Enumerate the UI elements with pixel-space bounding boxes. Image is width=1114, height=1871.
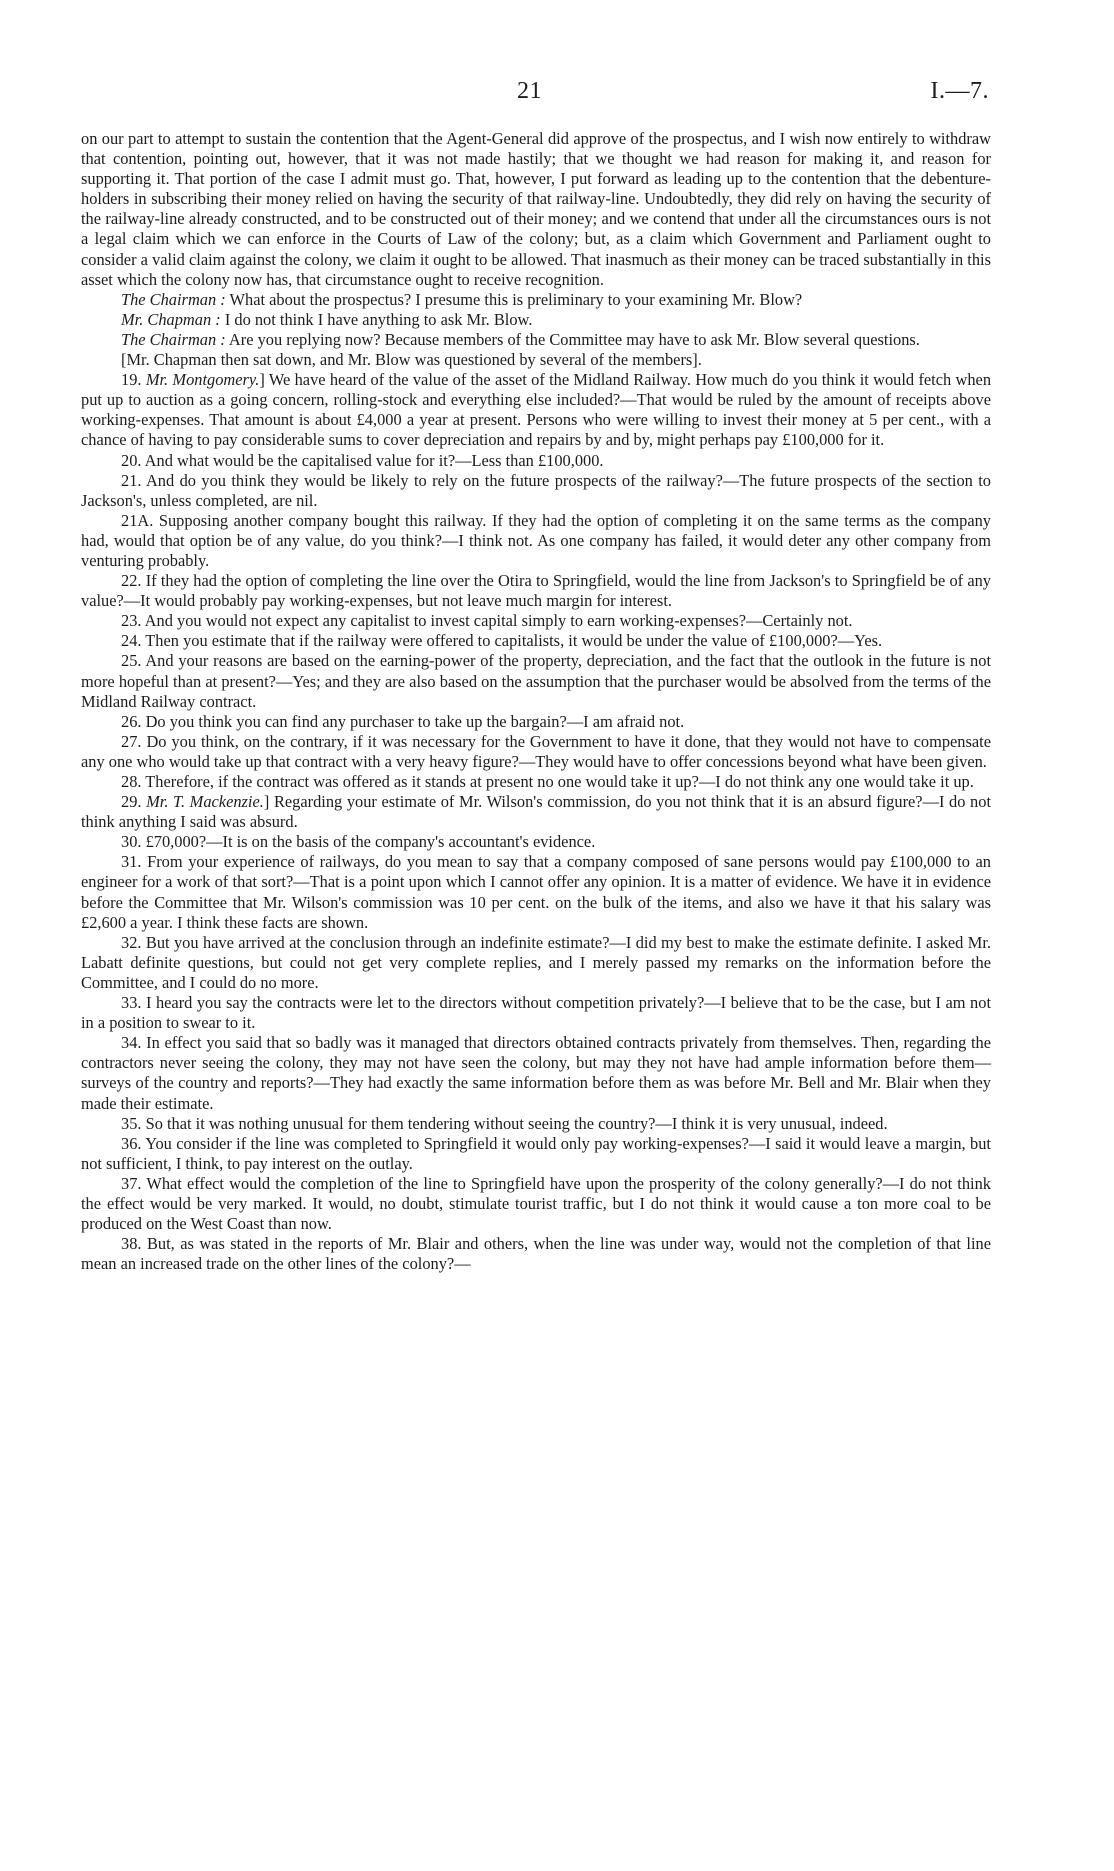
paragraph — [81, 1033, 991, 1113]
paragraph-text: Are you replying now? Because members of the Committee may have to ask Mr. Blow several questions. — [225, 329, 920, 349]
paragraph-text: 25. And your reasons are based on the earning-power of the property, depreciation, and the fact that the outlook in the future is not more hopeful than at present?—Yes; and they are also based on the assumption that the purchaser would be absolved from the terms of the Midland Railway contract. — [81, 651, 991, 711]
paragraph-text: 33. I heard you say the contracts were let to the directors without competition privately?—I believe that to be the case, but I am not in a position to swear to it. — [81, 993, 991, 1033]
paragraph — [81, 370, 991, 450]
paragraph-text: on our part to attempt to sustain the contention that the Agent-General did approve of the prospectus, and I wish now entirely to withdraw that contention, pointing out, however, that it was not made hastily; that we thought we had reason for making it, and reason for supporting it. That portion of the case I admit must go. That, however, I put forward as leading up to the contention that the debenture-holders in subscribing their money relied on having the security of that railway-line. Undoubtedly, they did rely on having the security of the railway-line already constructed, and to be constructed out of their money; and we contend that under all the circumstances ours is not a legal claim which we can enforce in the Courts of Law of the colony; but, as a claim which Government and Parliament ought to consider a valid claim against the colony, we claim it ought to be allowed. That inasmuch as their money can be traced substantially in this asset which the colony now has, that circumstance ought to receive recognition. — [81, 129, 991, 289]
paragraph — [81, 129, 991, 290]
paragraph-text: 36. You consider if the line was completed to Springfield it would only pay working-expenses?—I said it would leave a margin, but not sufficient, I think, to pay interest on the outlay. — [81, 1133, 991, 1173]
paragraph — [81, 290, 991, 310]
paragraph-text: 21A. Supposing another company bought this railway. If they had the option of completing it on the same terms as the company had, would that option be of any value, do you think?—I think not. As one company has failed, it would deter any other company from venturing probably. — [81, 510, 991, 570]
paragraph-text: 29. — [121, 792, 147, 812]
paragraph — [81, 310, 991, 330]
paragraph-text: 34. In effect you said that so badly was it managed that directors obtained contracts privately from themselves. Then, regarding the contractors never seeing the colony, they may not have seen the colony, but may they not have had ample information before them—surveys of the country and reports?—They had exactly the same information before them as was before Mr. Bell and Mr. Blair when they made their estimate. — [81, 1033, 991, 1113]
paragraph-text: ] Regarding your estimate of Mr. Wilson's commission, do you not think that it is an absurd figure?—I do not think anything I said was absurd. — [81, 792, 992, 832]
paragraph-text: 26. Do you think you can find any purchaser to take up the bargain?—I am afraid not. — [121, 711, 685, 731]
paragraph — [81, 611, 991, 631]
paragraph — [81, 772, 991, 792]
paragraph-text: 27. Do you think, on the contrary, if it was necessary for the Government to have it done, that they would not have to compensate any one who would take up that contract with a very heavy figure?—They would have to offer concessions beyond what have been given. — [81, 731, 991, 771]
paragraph-text: 19. — [121, 370, 146, 390]
body-text — [81, 129, 991, 1274]
paragraph-text: 20. And what would be the capitalised value for it?—Less than £100,000. — [121, 450, 604, 470]
paragraph — [81, 1174, 991, 1234]
paragraph — [81, 792, 991, 832]
paragraph-text: 22. If they had the option of completing the line over the Otira to Springfield, would the line from Jackson's to Springfield be of any value?—It would probably pay working-expenses, but not leave much margin for interest. — [81, 571, 991, 611]
paragraph-text: 30. £70,000?—It is on the basis of the company's accountant's evidence. — [121, 832, 596, 852]
paragraph-text: 23. And you would not expect any capitalist to invest capital simply to earn working-expenses?—Certainly not. — [121, 611, 853, 631]
paragraph — [81, 651, 991, 711]
paragraph-text: 37. What effect would the completion of the line to Springfield have upon the prosperity of the colony generally?—I do not think the effect would be very marked. It would, no doubt, stimulate tourist traffic, but I do not think it would cause a ton more coal to be produced on the West Coast than now. — [81, 1173, 991, 1234]
paragraph — [81, 852, 991, 932]
paragraph — [81, 631, 991, 651]
paragraph — [81, 1234, 991, 1274]
paragraph-text: 32. But you have arrived at the conclusion through an indefinite estimate?—I did my best to make the estimate definite. I asked Mr. Labatt definite questions, but could not get very complete replies, and I merely passed my remarks on the information before the Committee, and I could do no more. — [81, 932, 991, 992]
paragraph-text: What about the prospectus? I presume this is preliminary to your examining Mr. Blow? — [225, 289, 803, 309]
paragraph — [81, 511, 991, 571]
paragraph — [81, 350, 991, 370]
page-header — [0, 70, 1114, 110]
paragraph-text: I do not think I have anything to ask Mr. Blow. — [220, 309, 533, 329]
paragraph — [81, 712, 991, 732]
paragraph — [81, 451, 991, 471]
paragraph — [81, 832, 991, 852]
paragraph — [81, 571, 991, 611]
page-number: 21 — [517, 78, 542, 104]
paragraph-text: 35. So that it was nothing unusual for them tendering without seeing the country?—I think it is very unusual, indeed. — [121, 1113, 888, 1133]
speaker-name: Mr. Montgomery. — [145, 370, 260, 390]
speaker-name: The Chairman : — [121, 289, 226, 309]
speaker-name: The Chairman : — [121, 329, 226, 349]
paragraph-text: 31. From your experience of railways, do you mean to say that a company composed of sane persons would pay £100,000 to an engineer for a work of that sort?—That is a point upon which I cannot offer any opinion. It is a matter of evidence. We have it in evidence before the Committee that Mr. Wilson's commission was 10 per cent. on the bulk of the items, and also we have it that his salary was £2,600 a year. I think these facts are shown. — [81, 852, 991, 932]
document-reference: I.—7. — [930, 78, 989, 104]
paragraph — [81, 330, 991, 350]
paragraph — [81, 1114, 991, 1134]
paragraph-text: 24. Then you estimate that if the railway were offered to capitalists, it would be under the value of £100,000?—Yes. — [121, 631, 883, 651]
speaker-name: Mr. T. Mackenzie. — [146, 792, 264, 812]
paragraph-text: ] We have heard of the value of the asset of the Midland Railway. How much do you think it would fetch when put up to auction as a going concern, rolling-stock and everything else included?—That would be ruled by the amount of receipts above working-expenses. That amount is about £4,000 a year at present. Persons who were willing to invest their money at 5 per cent., with a chance of having to pay considerable sums to cover depreciation and repairs by and by, might perhaps pay £100,000 for it. — [81, 370, 992, 450]
paragraph-text: 21. And do you think they would be likely to rely on the future prospects of the railway?—The future prospects of the section to Jackson's, unless completed, are nil. — [81, 470, 991, 510]
paragraph — [81, 933, 991, 993]
paragraph-text: 28. Therefore, if the contract was offered as it stands at present no one would take it up?—I do not think any one would take it up. — [121, 772, 974, 791]
paragraph — [81, 471, 991, 511]
paragraph-text: 38. But, as was stated in the reports of Mr. Blair and others, when the line was under way, would not the completion of that line mean an increased trade on the other lines of the colony?— — [81, 1234, 991, 1274]
paragraph-text: [Mr. Chapman then sat down, and Mr. Blow was questioned by several of the members]. — [121, 350, 702, 370]
paragraph — [81, 1134, 991, 1174]
speaker-name: Mr. Chapman : — [121, 309, 221, 329]
paragraph — [81, 993, 991, 1033]
paragraph — [81, 732, 991, 772]
